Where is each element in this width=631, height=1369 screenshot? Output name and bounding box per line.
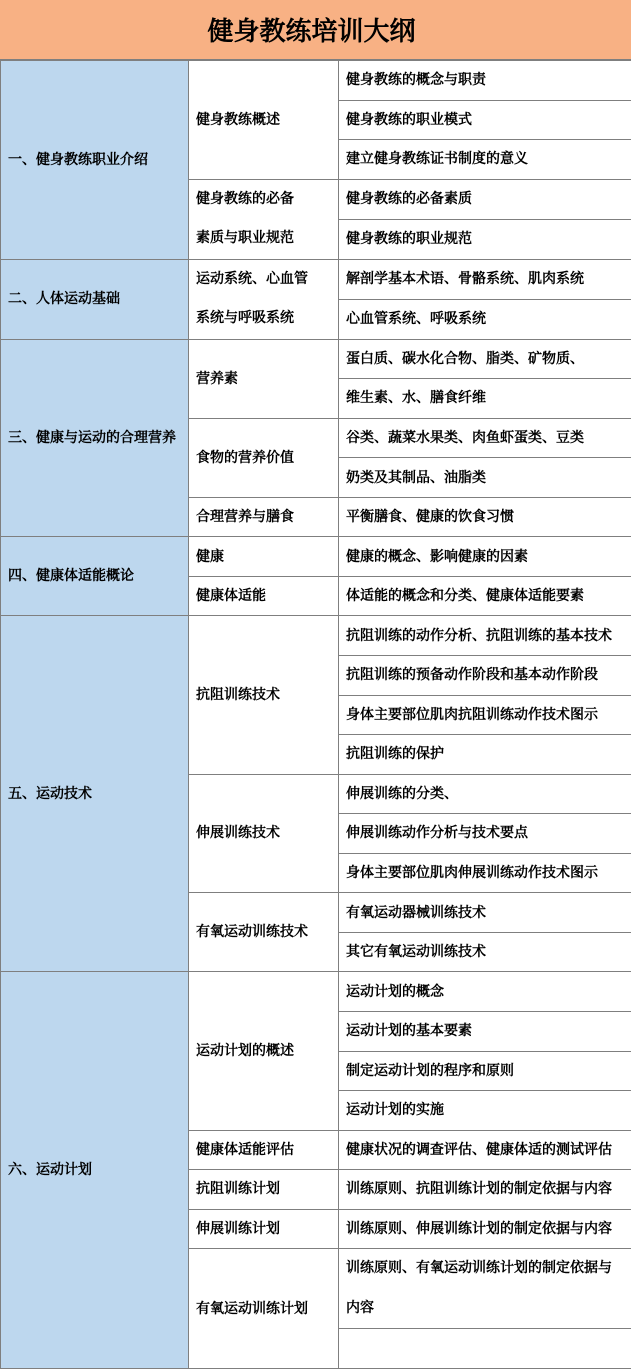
outline-item: 健康状况的调查评估、健康体适的测试评估 <box>339 1130 631 1170</box>
table-row <box>1 616 631 656</box>
outline-item: 健身教练的职业规范 <box>339 219 631 259</box>
outline-item: 体适能的概念和分类、健康体适能要素 <box>339 576 631 616</box>
topic-label: 食物的营养价值 <box>196 450 294 466</box>
table-row <box>1 61 631 101</box>
outline-item: 健康的概念、影响健康的因素 <box>339 537 631 577</box>
outline-item: 谷类、蔬菜水果类、肉鱼虾蛋类、豆类 <box>339 418 631 458</box>
topic-label: 有氧运动训练计划 <box>196 1301 308 1317</box>
topic-cell <box>189 339 339 418</box>
outline-table <box>0 60 631 1369</box>
topic-cell <box>189 418 339 497</box>
topic-label: 运动计划的概述 <box>196 1043 294 1059</box>
outline-item: 身体主要部位肌肉抗阻训练动作技术图示 <box>339 695 631 735</box>
topic-label: 健康体适能 <box>196 588 266 604</box>
topic-label: 健康 <box>196 549 224 565</box>
topic-cell <box>189 1249 339 1369</box>
topic-cell <box>189 179 339 259</box>
outline-item: 训练原则、伸展训练计划的制定依据与内容 <box>339 1209 631 1249</box>
outline-item: 心血管系统、呼吸系统 <box>339 299 631 339</box>
section-heading: 三、健康与运动的合理营养 <box>1 339 189 537</box>
outline-item: 建立健身教练证书制度的意义 <box>339 140 631 180</box>
outline-item <box>339 1249 631 1329</box>
topic-cell <box>189 61 339 180</box>
outline-item: 抗阻训练的动作分析、抗阻训练的基本技术 <box>339 616 631 656</box>
topic-cell <box>189 774 339 893</box>
topic-cell <box>189 1209 339 1249</box>
topic-label: 健身教练概述 <box>196 112 280 128</box>
section-heading: 六、运动计划 <box>1 972 189 1368</box>
topic-label: 有氧运动训练技术 <box>196 924 308 940</box>
outline-item: 其它有氧运动训练技术 <box>339 932 631 972</box>
outline-item: 维生素、水、膳食纤维 <box>339 379 631 419</box>
outline-item: 运动计划的基本要素 <box>339 1011 631 1051</box>
section-heading: 二、人体运动基础 <box>1 259 189 339</box>
topic-label-line: 运动系统、心血管 <box>196 260 338 300</box>
table-row <box>1 339 631 379</box>
topic-cell <box>189 972 339 1130</box>
outline-item: 平衡膳食、健康的饮食习惯 <box>339 497 631 537</box>
outline-item: 伸展训练的分类、 <box>339 774 631 814</box>
outline-item: 有氧运动器械训练技术 <box>339 893 631 933</box>
topic-cell <box>189 1130 339 1170</box>
outline-item-line: 内容 <box>346 1289 631 1329</box>
outline-item: 制定运动计划的程序和原则 <box>339 1051 631 1091</box>
topic-cell <box>189 259 339 339</box>
topic-cell <box>189 497 339 537</box>
outline-item: 伸展训练动作分析与技术要点 <box>339 814 631 854</box>
outline-item: 解剖学基本术语、骨骼系统、肌肉系统 <box>339 259 631 299</box>
topic-label: 合理营养与膳食 <box>196 509 294 525</box>
topic-cell <box>339 1329 631 1369</box>
topic-cell <box>189 537 339 577</box>
topic-label-line: 健身教练的必备 <box>196 180 338 220</box>
topic-label-line: 素质与职业规范 <box>196 219 338 259</box>
topic-label: 营养素 <box>196 371 238 387</box>
table-row <box>1 972 631 1012</box>
outline-item: 抗阻训练的保护 <box>339 735 631 775</box>
topic-cell <box>189 1170 339 1210</box>
outline-item: 抗阻训练的预备动作阶段和基本动作阶段 <box>339 656 631 696</box>
topic-label: 抗阻训练计划 <box>196 1181 280 1197</box>
outline-item: 蛋白质、碳水化合物、脂类、矿物质、 <box>339 339 631 379</box>
table-row <box>1 537 631 577</box>
outline-item: 训练原则、抗阻训练计划的制定依据与内容 <box>339 1170 631 1210</box>
section-heading: 五、运动技术 <box>1 616 189 972</box>
table-row <box>1 259 631 299</box>
outline-item: 身体主要部位肌肉伸展训练动作技术图示 <box>339 853 631 893</box>
outline-item-line: 训练原则、有氧运动训练计划的制定依据与 <box>346 1249 631 1289</box>
outline-body <box>1 61 631 1369</box>
outline-item: 运动计划的概念 <box>339 972 631 1012</box>
section-heading: 四、健康体适能概论 <box>1 537 189 616</box>
topic-label-line: 系统与呼吸系统 <box>196 299 338 339</box>
topic-label: 伸展训练技术 <box>196 825 280 841</box>
topic-cell <box>189 616 339 774</box>
outline-item: 健身教练的必备素质 <box>339 179 631 219</box>
page-title: 健身教练培训大纲 <box>207 11 415 48</box>
topic-cell <box>189 576 339 616</box>
outline-item: 奶类及其制品、油脂类 <box>339 458 631 498</box>
topic-label: 健康体适能评估 <box>196 1142 294 1158</box>
title-bar <box>0 0 631 60</box>
outline-item: 运动计划的实施 <box>339 1091 631 1131</box>
section-heading: 一、健身教练职业介绍 <box>1 61 189 260</box>
topic-cell <box>189 893 339 972</box>
topic-label: 伸展训练计划 <box>196 1221 280 1237</box>
outline-item: 健身教练的职业模式 <box>339 100 631 140</box>
topic-label: 抗阻训练技术 <box>196 687 280 703</box>
outline-item: 健身教练的概念与职责 <box>339 61 631 101</box>
